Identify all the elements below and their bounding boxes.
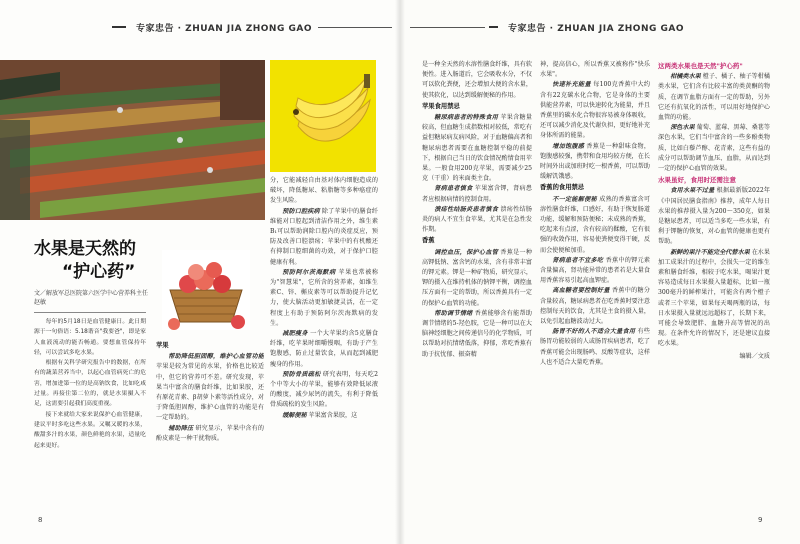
- right-page: [400, 0, 800, 544]
- paragraph: 是一种全天然的水溶性膳食纤维，具有软便性。进入肠道后，它会吸收水分，不仅可以软化粪便，还会增加大便的含水量，使其软化，以达到缓解便秘的作用。: [422, 61, 532, 99]
- header-section-title: 专家忠告 · ZHUAN JIA ZHONG GAO: [136, 23, 312, 34]
- paragraph: 帮助调节情绪 香蕉能够含有能帮助调节情绪的5-羟色胺，它是一种可以在大脑神经细胞之间传递信号的化学物质，可以帮助对抗情绪低落，抑郁，常吃香蕉有助于抗忧郁、振奋精: [422, 309, 532, 358]
- intro-paragraph: 根据有关科学研究报告中的数据，在所有的蔬菜营养当中，以起心血管病死亡的危害，增加进第一位的是高钠饮食，比如吃咸过量。再接住第二位的，就是水果摄入不足，这需要引起我们高度重视。: [34, 360, 146, 408]
- article-title: 水果是天然的 “护心药”: [34, 239, 136, 282]
- section-heading: 苹果食用禁忌: [422, 102, 460, 110]
- paragraph: 预防口腔疾病 除了苹果中的膳食纤维能对口腔起到清洁作用之外，维生素B₁可以帮助润除口腔内的炎症反应，预防及改善口腔溃疡；苹果中的有机酸还有抑制口腔细菌的功效，对于保护口腔健康有利。: [270, 207, 378, 266]
- intro-column: [34, 317, 146, 512]
- banana-photo: [270, 60, 376, 172]
- column-6: [658, 60, 770, 512]
- page-gutter-shadow: [395, 0, 405, 544]
- paragraph: 快速补充能量 每100克香蕉中大约含有22克碳水化合物，它是身体的主要供能营养素，可以快速转化为能量，并且香蕉里的碳水化合物很容易被身体吸收，还可以减少消化及代谢负担，更好地补充身体所需的能量。: [540, 81, 650, 140]
- paragraph: 增加饱腹感 香蕉是一种甜味食物，饱腹感较强，携带和食用均较方便，在长时间外出或加班时吃一根香蕉，可以帮助缓解饥饿感。: [540, 142, 650, 181]
- paragraph: 分，它能减轻自由基对体内细胞造成的破坏，降低糖尿、粘脂糖等多种癌症的发生风险。: [270, 177, 378, 205]
- right-page-header: [410, 20, 690, 34]
- editor-credit: 编辑／文质: [739, 352, 770, 360]
- paragraph: 食用水果不过量 根据最新版2022年《中国居民膳食指南》推荐，成年人每日水果的推荐摄入量为200～350克，如果是糖尿患者，可以适当多吃一些水果，有利于钾糖的恢复，对心血管的健康也更有帮助。: [658, 187, 770, 246]
- paragraph: 预防阿尔茨海默病 苹果也常被称为"智慧果"，它所含的营养素，如维生素C、锌、槲皮素等可以帮助提升记忆力，使大脑活动更加敏捷灵活，在一定程度上有助于预防阿尔茨海默病的发生。: [270, 268, 378, 327]
- section-heading: 香蕉的食用禁忌: [540, 184, 585, 192]
- page-number-right: 9: [758, 516, 763, 524]
- paragraph: 减肥瘦身 一个大苹果约含5克膳食纤维，吃苹果时细嚼慢咽，有助于产生饱腹感，防止过量饮食，从而起到减肥瘦身的作用。: [270, 330, 378, 368]
- paragraph: 糖尿病患者的特殊食用 苹果含糖量较高，但血糖生成指数相对较低，常吃有益但糖尿病友病风险，对于血糖偏高者和糖尿病患者需要在血糖控制平稳的前提下，根据自己当日的饮食情况酌情食用苹果。一般食用200克苹果，需要减少25克（干重）的米面类主食。: [422, 114, 532, 183]
- paragraph: 辅助降压 研究显示，苹果中含有的酚皮素是一种干扰物质。: [156, 424, 264, 442]
- paragraph: 新鲜的果汁不能完全代替水果 在水果加工成果汁的过程中，会损失一定的维生素和膳食纤维，相较于吃水果，喝果汁更容易造成每日水果摄入量超标，比如一瓶300毫升的鲜榨果汁，可能含有两个橙子或者三个苹果，如果每天喝两瓶的话，每日水果摄入量就远远超标了，长期下来，可能会导致肥胖、血糖升高等情况的出现。在条件允许的情况下，还是建议直接吃水果。: [658, 248, 770, 348]
- section-heading: 香蕉: [422, 237, 435, 245]
- paragraph: 深色水果 葡萄、蓝莓、黑莓、桑葚等深色水果，它们当中富含的一些多酚类物质，比如白藜芦醇、花青素，这些有益的成分可以帮助调节血压、血脂，从而达到一定的保护心血管的效果。: [658, 124, 770, 173]
- highlight-heading: 这两类水果也是天然"护心药": [658, 62, 743, 70]
- column-3: [270, 176, 378, 512]
- paragraph: 帮助降低胆固醇，维护心血管功能 苹果是较为常见的水果，价格也比较适中，但它的营养可不差。研究发现，苹果当中富含的膳食纤维，比如果胶，还有原花青素、β胡萝卜素等活性成分，对于降低胆固醇，维护心血管的功能是有一定帮助的。: [156, 353, 264, 422]
- header-dash: [112, 26, 126, 28]
- paragraph: 溃疡性结肠炎患者慎食 溃疡性结肠炎的病人不宜生食苹果，尤其是在急性发作期。: [422, 205, 532, 234]
- paragraph: 肠胃不好的人不适合大量食用 有些肠胃功能较弱的人或肠胃疾病患者，吃了香蕉可能会出现肠鸣、反酸等症状，这样人也不适合大量吃香蕉。: [540, 328, 650, 366]
- paragraph: 神，提高信心，所以香蕉又被称作"快乐水果"。: [540, 61, 650, 79]
- header-dash: [489, 26, 498, 28]
- page-number-left: 8: [38, 516, 43, 524]
- paragraph: 高血糖者要控制好量 香蕉中的糖分含量较高，糖尿病患者在吃香蕉时要注意控制每天的饮食，尤其是主食的摄入量，以免引起血糖波动过大。: [540, 287, 650, 326]
- header-rule: [410, 27, 485, 28]
- apple-basket-photo: [162, 250, 250, 330]
- intro-paragraph: 接下来就给大家来说保护心血管健康，建议平时多吃这些水果。又嘱又暖的水果，酸甜多汁的水果，颜色鲜艳的水果，适量吃起来更好。: [34, 411, 146, 449]
- title-divider: [34, 312, 146, 313]
- column-5: [540, 60, 650, 512]
- intro-paragraph: 每年的5月18日是血管健康日。此日期源于一句俗语：5.18谐音"我要爸"，即是家人血液流动的能否畅通。要想血管保持年轻，可以尝试多吃水果。: [34, 319, 146, 356]
- highlight-heading: 水果虽好，食用时还需注意: [658, 176, 736, 185]
- column-4: [422, 60, 532, 512]
- left-page-header: [112, 20, 392, 34]
- header-rule: [318, 27, 392, 28]
- article-title-block: [34, 238, 152, 307]
- paragraph: 预防骨质疏松 研究表明，每天吃2个中等大小的苹果，能够有效降低尿液的酸度，减少尿钙的流失，有利于降低骨质疏松的发生风险。: [270, 370, 378, 409]
- paragraph: 肾病患者不宜多吃 香蕉中的钾元素含量偏高，肾功能异常的患者若是大量食用香蕉容易引起高血钾症。: [540, 256, 650, 285]
- supermarket-photo: [0, 60, 265, 220]
- paragraph: 调控血压，保护心血管 香蕉是一种高钾低钠、富含钙的水果，含有非常丰富的钾元素。钾是一种矿物质，研究显示，钾的摄入在维持机体的钠钾平衡，调控血压方面有一定的帮助，所以香蕉具有一定的保护心血管的功能。: [422, 248, 532, 307]
- article-byline: 文／解放军总医院第六医学中心营养科主任 赵敏: [34, 290, 149, 306]
- paragraph: 缓解便秘 苹果富含果胶，这: [282, 411, 358, 419]
- section-heading: 苹果: [156, 342, 169, 349]
- paragraph: 不一定能解便秘 成熟的香蕉富含可溶性膳食纤维，口感好，有助于恢复肠道功能，缓解和预防便秘；未成熟的香蕉，吃起来有点涩，含有较高的鞣酸，它有很强的收敛作用，容易使粪便变得干硬，反而会使便秘加重。: [540, 195, 650, 254]
- paragraph: 柑橘类水果 橙子、橘子、柚子等柑橘类水果，它们含有比较丰富的类黄酮的物质，在调节血脂方面有一定的帮助，另外它还有抗氧化的活性，可以用好地保护心血管的功能。: [658, 73, 770, 122]
- header-section-title: 专家忠告 · ZHUAN JIA ZHONG GAO: [508, 23, 684, 34]
- paragraph: 肾病患者慎食 苹果富含钾，肾病患者应根据病情的控制食用。: [422, 185, 532, 203]
- column-2: [156, 340, 264, 512]
